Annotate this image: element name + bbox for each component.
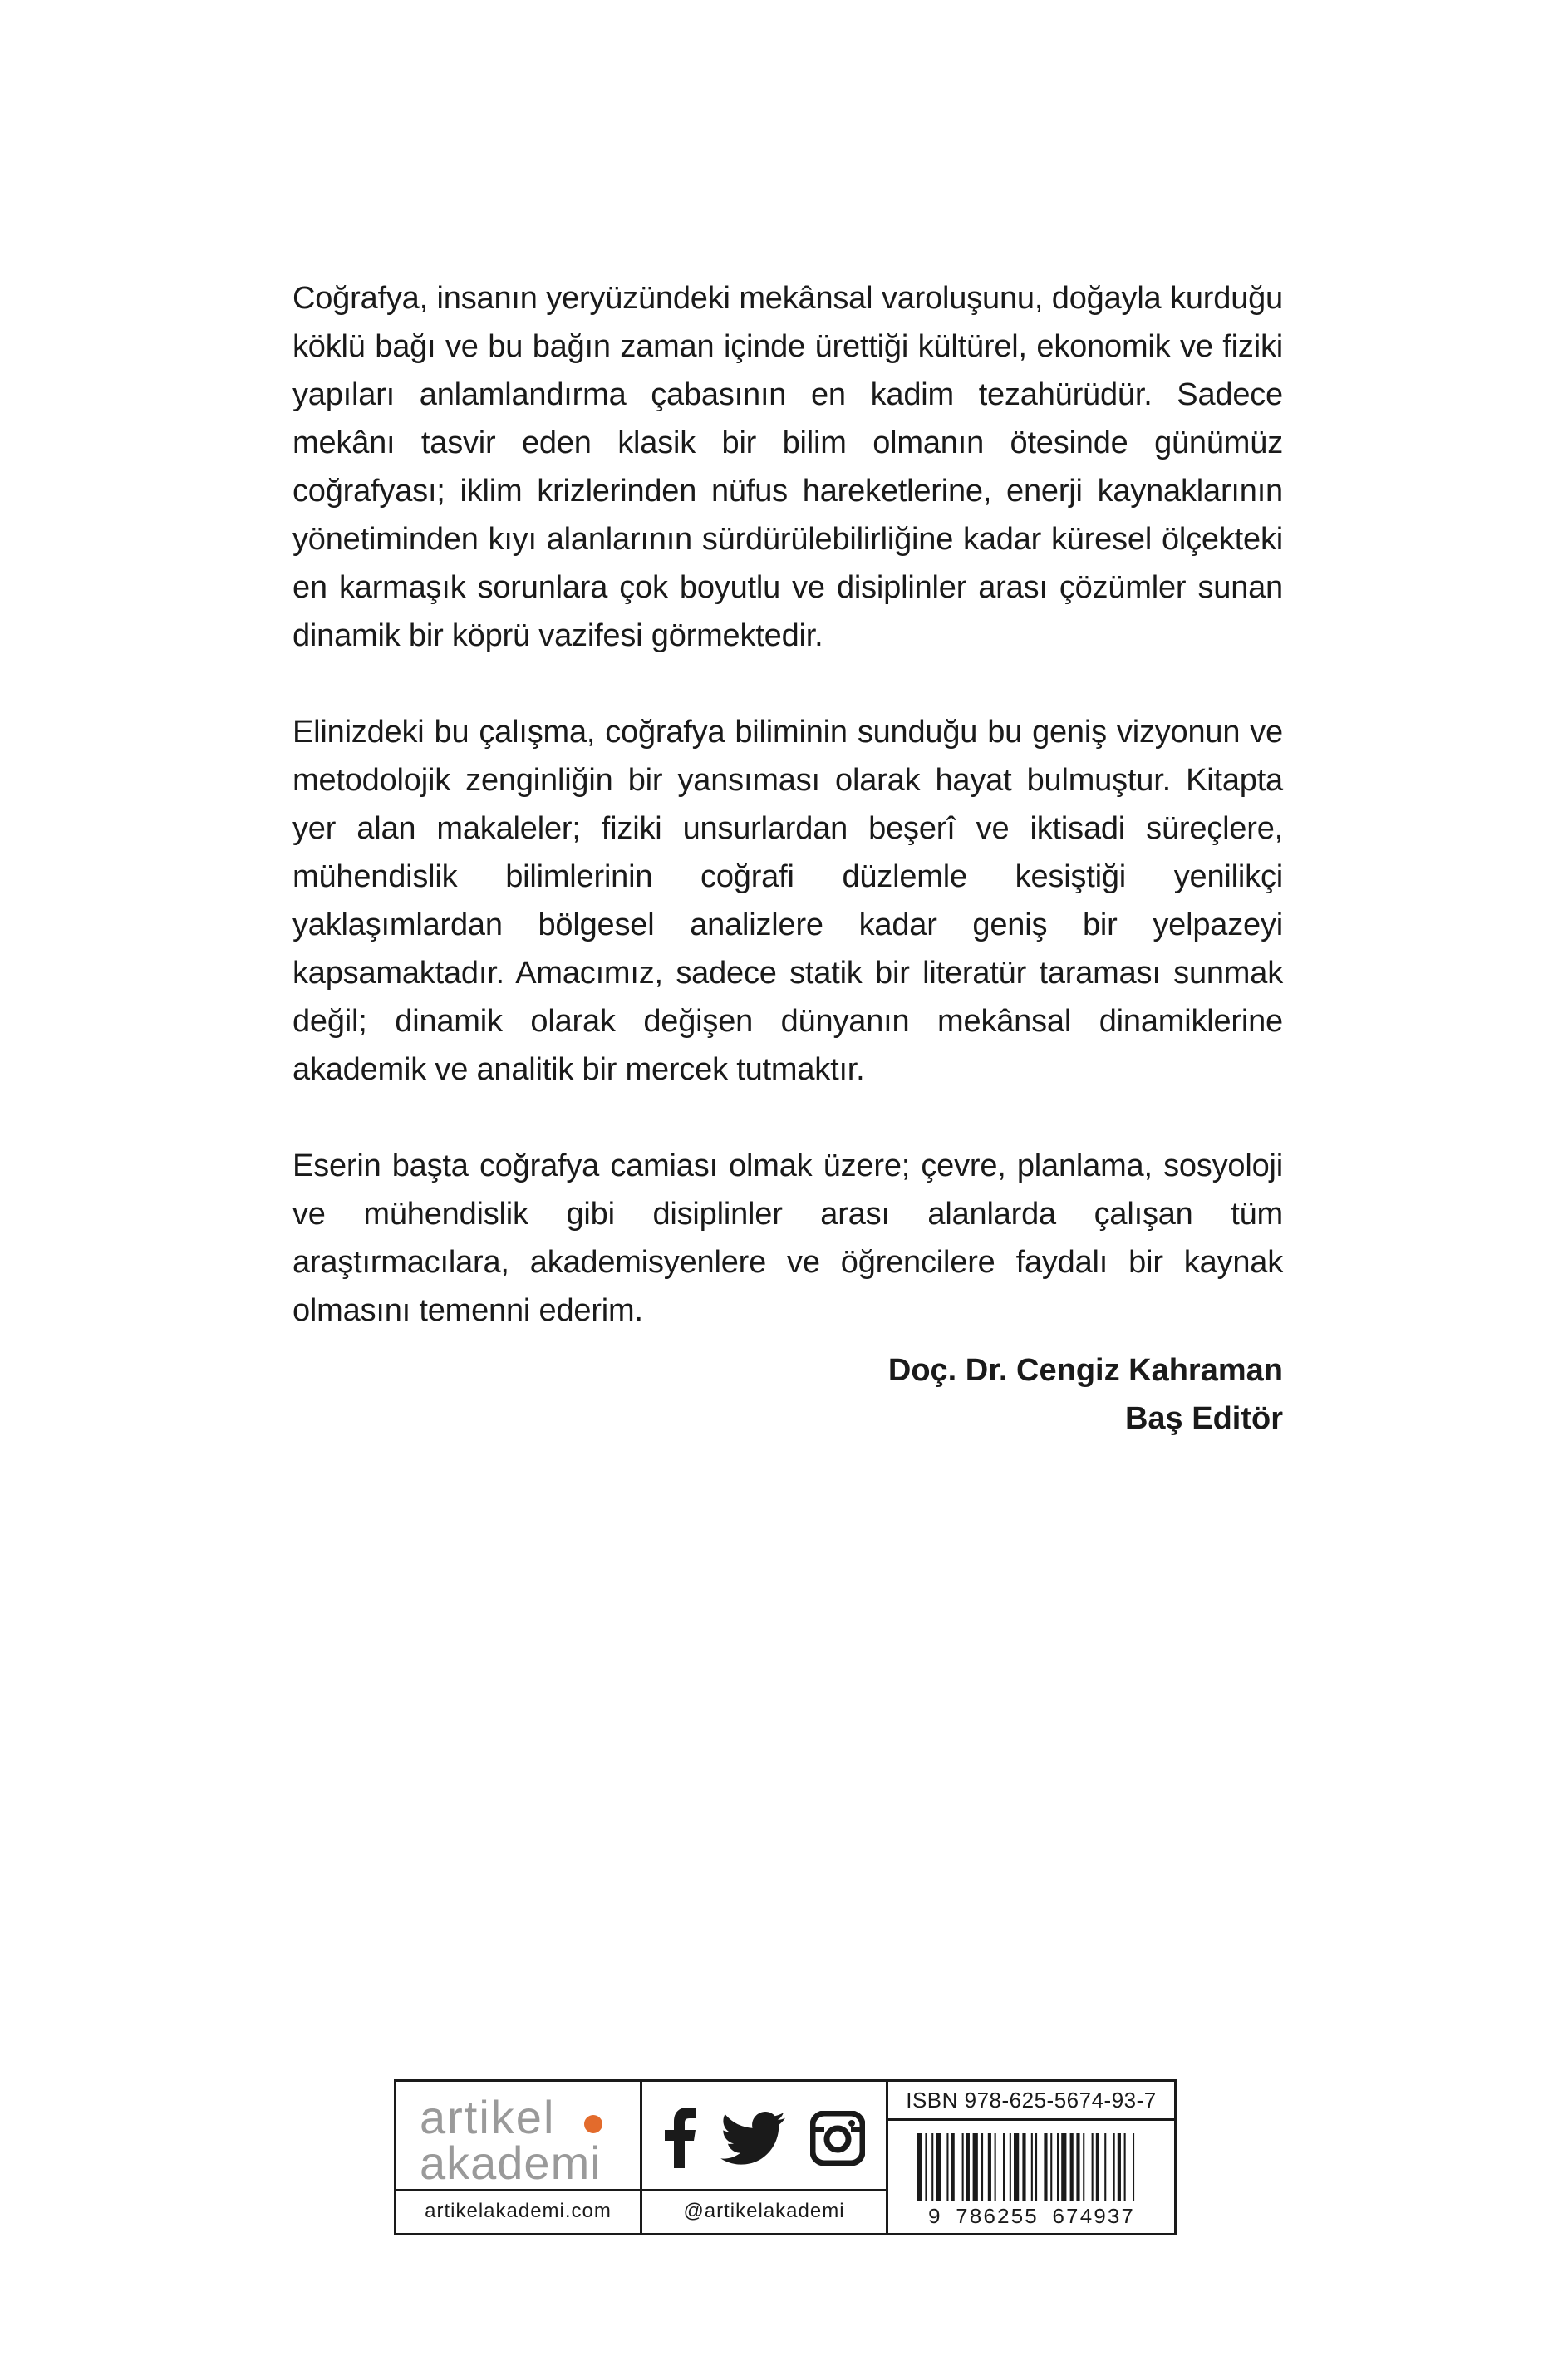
publisher-logo xyxy=(420,2091,619,2189)
barcode-bar xyxy=(966,2133,970,2201)
logo-line-1: artikel xyxy=(420,2091,556,2143)
barcode-bar xyxy=(1014,2133,1019,2201)
isbn-cell xyxy=(888,2082,1174,2233)
barcode-bar xyxy=(1070,2133,1074,2201)
barcode-bar xyxy=(1104,2133,1106,2201)
paragraph-1: Coğrafya, insanın yeryüzündeki mekânsal varoluşunu, doğayla kurduğu köklü bağı ve bu bağın zaman içinde ürettiği kültürel, ekonomik ve fiziki yapıları anlamlandırma çabasının en kadim tezahürüdür. Sadece mekânı tasvir eden klasik bir bilim olmanın ötesinde günümüz coğrafyası; iklim krizlerinden nüfus hareketlerine, enerji kaynaklarının yönetiminden kıyı alanlarının sürdürülebilirliğine kadar küresel ölçekteki en karmaşık sorunlara çok boyutlu ve disiplinler arası çözümler sunan dinamik bir köprü vazifesi görmektedir. xyxy=(292,281,1283,653)
barcode-bar xyxy=(962,2133,964,2201)
isbn-number: ISBN 978-625-5674-93-7 xyxy=(888,2082,1174,2121)
barcode-bar xyxy=(1133,2133,1134,2201)
barcode-bar xyxy=(951,2133,955,2201)
publisher-logo-cell xyxy=(396,2082,642,2233)
barcode-bar xyxy=(931,2133,933,2201)
signature-block xyxy=(292,1346,1283,1443)
barcode-bar xyxy=(1031,2133,1033,2201)
barcode-bar xyxy=(981,2133,983,2201)
barcode-bar xyxy=(1092,2133,1094,2201)
isbn-barcode xyxy=(913,2133,1154,2201)
barcode-bar xyxy=(1083,2133,1084,2201)
barcode-bar xyxy=(1096,2133,1099,2201)
editor-role: Baş Editör xyxy=(1124,1401,1283,1436)
barcode-bar xyxy=(1076,2133,1079,2201)
barcode-bar xyxy=(1050,2133,1052,2201)
barcode-bar xyxy=(1061,2133,1066,2201)
paragraph-2: Elinizdeki bu çalışma, coğrafya biliminin sunduğu bu geniş vizyonun ve metodolojik zenginliğin bir yansıması olarak hayat bulmuştur. Kitapta yer alan makaleler; fiziki unsurlardan beşerî ve iktisadi süreçlere, mühendislik bilimlerinin coğrafi düzlemle kesiştiği yenilikçi yaklaşımlardan bölgesel analizlere kadar geniş bir yelpazeyi kapsamaktadır. Amacımız, sadece statik bir literatür taraması sunmak değil; dinamik olarak değişen dünyanın mekânsal dinamiklerine akademik ve analitik bir mercek tutmaktır. xyxy=(292,715,1283,1087)
editor-name: Doç. Dr. Cengiz Kahraman xyxy=(887,1353,1283,1388)
logo-accent-dot xyxy=(584,2115,602,2133)
barcode-bar xyxy=(1035,2133,1037,2201)
social-icons xyxy=(642,2105,886,2172)
barcode-bar xyxy=(925,2133,927,2201)
barcode-bar xyxy=(1010,2133,1011,2201)
barcode-bar xyxy=(1113,2133,1115,2201)
barcode-bar xyxy=(1022,2133,1025,2201)
barcode-bar xyxy=(973,2133,978,2201)
barcode-bar xyxy=(1003,2133,1005,2201)
facebook-icon[interactable] xyxy=(664,2108,696,2168)
twitter-icon[interactable] xyxy=(720,2112,785,2165)
back-cover-text xyxy=(292,274,1283,1443)
publisher-info-box xyxy=(394,2079,1177,2235)
barcode-bar xyxy=(988,2133,991,2201)
barcode-bar xyxy=(936,2133,941,2201)
social-cell xyxy=(642,2082,888,2233)
barcode-bar xyxy=(995,2133,996,2201)
logo-line-2: akademi xyxy=(420,2137,602,2189)
instagram-icon[interactable] xyxy=(810,2111,865,2166)
barcode-bar xyxy=(946,2133,948,2201)
barcode-bar xyxy=(917,2133,922,2201)
publisher-website[interactable]: artikelakademi.com xyxy=(396,2189,640,2233)
barcode-bar xyxy=(1044,2133,1047,2201)
social-handle[interactable]: @artikelakademi xyxy=(642,2189,886,2233)
barcode-bar xyxy=(1124,2133,1126,2201)
paragraph-3: Eserin başta coğrafya camiası olmak üzere; çevre, planlama, sosyoloji ve mühendislik gibi disiplinler arası alanlarda çalışan tüm araştırmacılara, akademisyenlere ve öğrencilere faydalı bir kaynak olmasını temenni ederim. xyxy=(292,1148,1283,1328)
barcode-bar xyxy=(1057,2133,1059,2201)
barcode-bar xyxy=(1118,2133,1121,2201)
barcode-digits: 9 786255 674937 xyxy=(927,2205,1135,2230)
